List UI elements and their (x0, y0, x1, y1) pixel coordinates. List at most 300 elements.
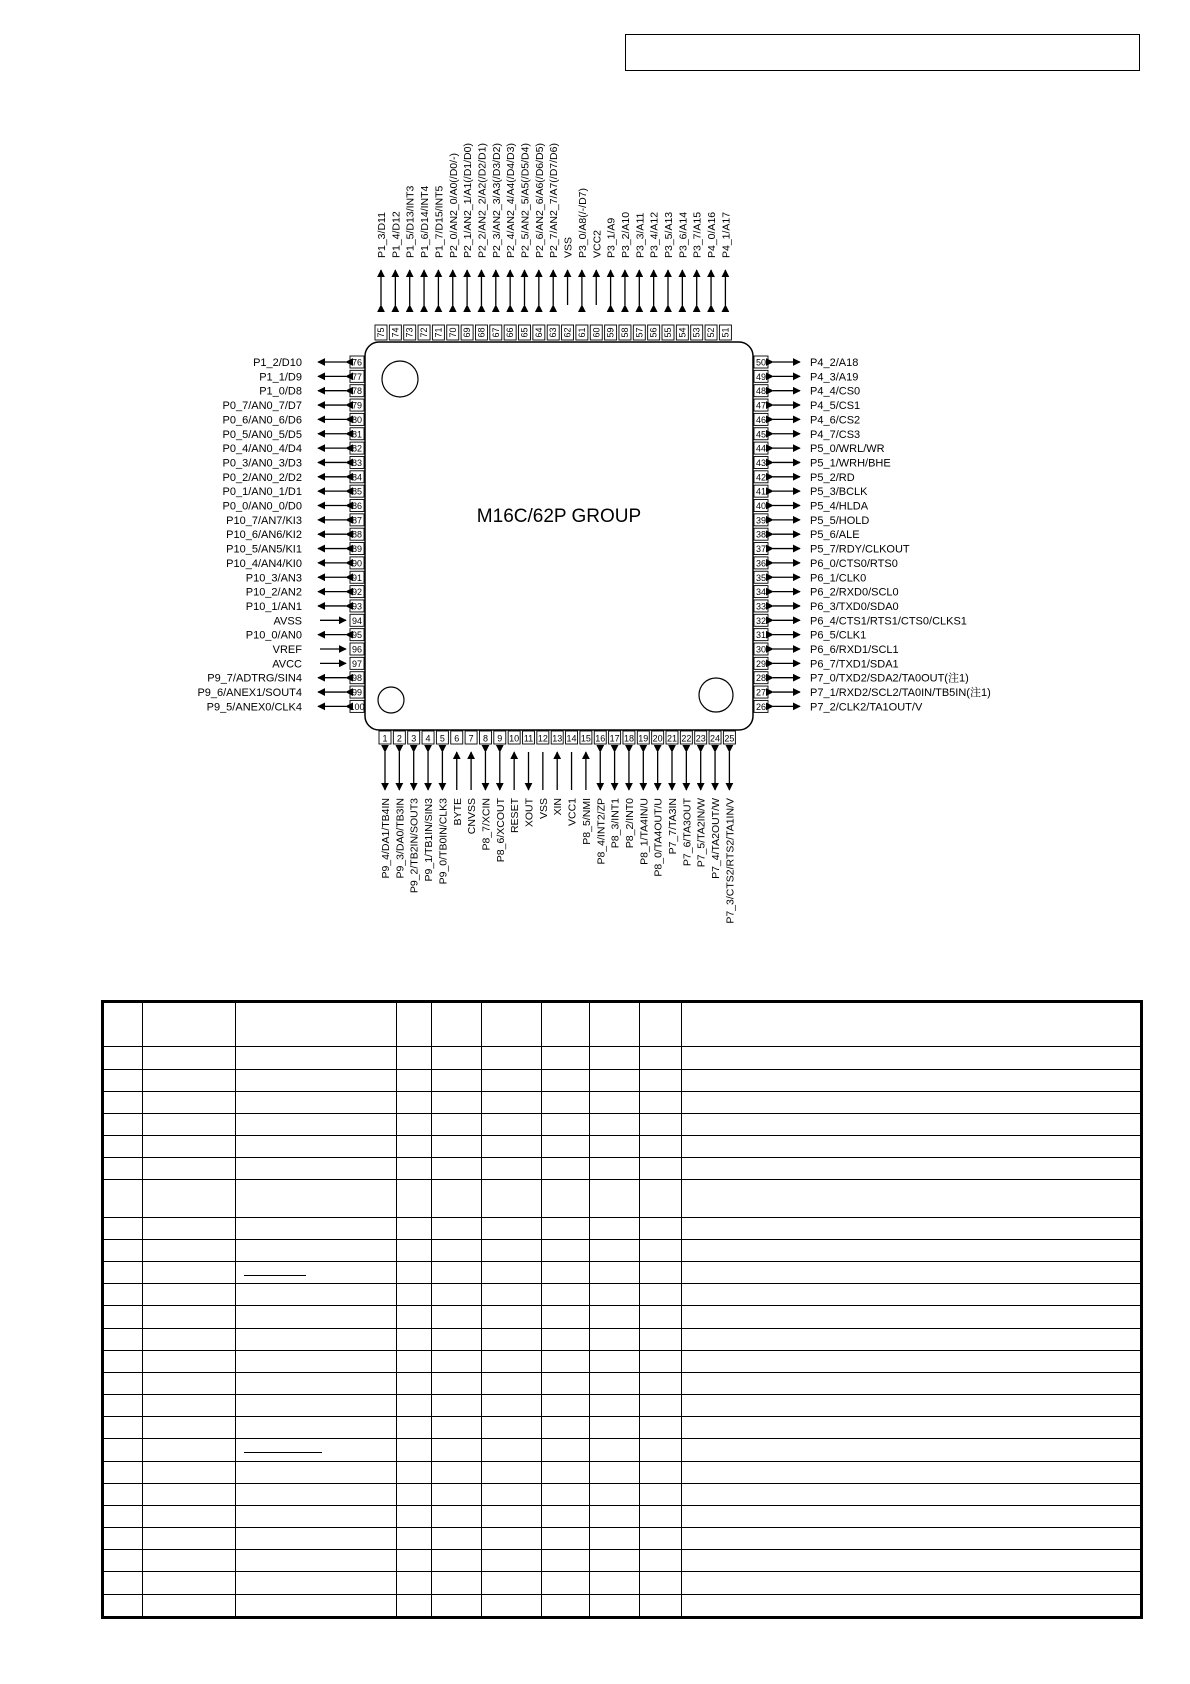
table-cell (143, 1594, 236, 1617)
pin-label: P8_0/TA4OUT/U (652, 798, 665, 877)
table-cell (482, 1372, 542, 1394)
table-cell (640, 1262, 682, 1284)
pin-label: P1_5/D13/INT3 (404, 185, 417, 258)
table-cell (103, 1306, 143, 1328)
pin-label: P5_6/ALE (810, 529, 860, 542)
pin-label: P7_4/TA2OUT/W (710, 798, 723, 879)
table-cell (482, 1417, 542, 1439)
pin-label: P2_6/AN2_6/A6(/D6/D5) (533, 143, 546, 258)
pin-label: CNVSS (466, 798, 479, 835)
table-row (103, 1262, 1142, 1284)
pin-label: P5_3/BCLK (810, 486, 868, 499)
pin-label: P7_2/CLK2/TA1OUT/V (810, 701, 923, 714)
table-cell (143, 1328, 236, 1350)
table-row (103, 1047, 1142, 1069)
pin-number: 32 (755, 615, 767, 626)
table-cell (143, 1306, 236, 1328)
table-cell (590, 1572, 640, 1594)
pin-label: P0_3/AN0_3/D3 (222, 457, 302, 470)
pin-number: 56 (648, 327, 659, 338)
table-cell (236, 1091, 397, 1113)
pin-label: P1_0/D8 (259, 385, 302, 398)
table-cell (397, 1113, 432, 1135)
table-row (103, 1505, 1142, 1527)
pin-label: VSS (562, 236, 575, 258)
table-cell (103, 1505, 143, 1527)
pin-number: 93 (351, 601, 363, 612)
table-cell (103, 1572, 143, 1594)
table-cell (590, 1505, 640, 1527)
table-cell (482, 1572, 542, 1594)
table-row (103, 1572, 1142, 1594)
table-cell (640, 1284, 682, 1306)
pin-number: 65 (519, 327, 530, 338)
table-cell (432, 1113, 482, 1135)
table-cell (236, 1239, 397, 1261)
pin-number: 16 (595, 733, 606, 744)
pin-label: P6_7/TXD1/SDA1 (810, 658, 899, 671)
pin-number: 29 (755, 658, 767, 669)
table-cell (682, 1069, 1142, 1091)
pin-label: P8_1/TA4IN/U (638, 798, 651, 865)
pin-label: P9_0/TB0IN/CLK3 (437, 798, 450, 885)
pin-label: P10_2/AN2 (245, 586, 302, 599)
table-cell (397, 1528, 432, 1550)
pin-label: P6_0/CTS0/RTS0 (810, 557, 898, 570)
pin-number: 59 (605, 327, 616, 338)
table-cell (542, 1069, 590, 1091)
table-cell (103, 1047, 143, 1069)
pin-number: 35 (755, 572, 767, 583)
pin-number: 64 (533, 327, 544, 338)
pin-label: P7_1/RXD2/SCL2/TA0IN/TB5IN(注1) (810, 687, 991, 700)
pin-number: 28 (755, 673, 767, 684)
table-cell (682, 1217, 1142, 1239)
pin-number: 5 (439, 733, 445, 744)
pin-number: 82 (351, 443, 363, 454)
table-cell (590, 1594, 640, 1617)
table-cell (397, 1180, 432, 1217)
table-cell (236, 1528, 397, 1550)
pin-label: P6_6/RXD1/SCL1 (810, 644, 899, 656)
pin-label: P1_7/D15/INT5 (433, 185, 446, 258)
table-cell (103, 1069, 143, 1091)
pin-label: P0_7/AN0_7/D7 (222, 400, 302, 413)
table-cell (482, 1158, 542, 1180)
table-cell (236, 1483, 397, 1505)
pin-number: 38 (755, 529, 767, 540)
table-cell (640, 1158, 682, 1180)
table-row (103, 1239, 1142, 1261)
table-cell (236, 1158, 397, 1180)
table-cell (482, 1284, 542, 1306)
table-cell (143, 1461, 236, 1483)
pin-label: P3_4/A12 (648, 211, 661, 258)
table-cell (590, 1217, 640, 1239)
table-cell (542, 1350, 590, 1372)
pin-number: 53 (691, 327, 702, 338)
table-cell (482, 1550, 542, 1572)
table-cell (143, 1091, 236, 1113)
table-cell (542, 1306, 590, 1328)
pin-number: 19 (638, 733, 649, 744)
pin-number: 62 (562, 327, 573, 338)
table-row (103, 1217, 1142, 1239)
pin-label: AVSS (273, 615, 302, 628)
table-cell (682, 1002, 1142, 1047)
pin-label: P3_2/A10 (619, 211, 632, 258)
table-cell (640, 1047, 682, 1069)
table-cell (397, 1439, 432, 1461)
table-cell (432, 1439, 482, 1461)
table-cell (103, 1550, 143, 1572)
table-cell (682, 1439, 1142, 1461)
table-cell (682, 1284, 1142, 1306)
table-cell (542, 1505, 590, 1527)
table-row (103, 1136, 1142, 1158)
pin-label: P4_2/A18 (810, 357, 859, 369)
pin-number: 26 (755, 701, 767, 712)
pin-number: 6 (454, 733, 460, 744)
table-cell (103, 1136, 143, 1158)
table-cell (103, 1180, 143, 1217)
table-cell (640, 1136, 682, 1158)
pin-label: P0_4/AN0_4/D4 (222, 443, 302, 456)
table-cell (590, 1069, 640, 1091)
table-cell (542, 1572, 590, 1594)
table-cell (236, 1217, 397, 1239)
table-cell (143, 1047, 236, 1069)
pin-label: P2_3/AN2_3/A3(/D3/D2) (490, 143, 503, 258)
pin-number: 79 (351, 400, 363, 411)
table-cell (432, 1091, 482, 1113)
table-cell (432, 1395, 482, 1417)
pin-number: 40 (755, 501, 767, 511)
table-cell (236, 1395, 397, 1417)
table-cell (236, 1461, 397, 1483)
overline-mark (244, 1452, 322, 1453)
table-cell (590, 1091, 640, 1113)
table-cell (103, 1328, 143, 1350)
pin-label: P7_3/CTS2/RTS2/TA1IN/V (724, 798, 737, 924)
pin-number: 95 (351, 630, 363, 641)
pin-label: P2_4/AN2_4/A4(/D4/D3) (505, 143, 518, 258)
table-cell (682, 1572, 1142, 1594)
table-cell (103, 1113, 143, 1135)
table-cell (640, 1113, 682, 1135)
table-cell (542, 1372, 590, 1394)
table-cell (397, 1550, 432, 1572)
table-cell (397, 1069, 432, 1091)
table-cell (143, 1439, 236, 1461)
pin-label: P8_5/NMI (580, 798, 593, 845)
pin-label: P5_1/WRH/BHE (810, 457, 891, 470)
table-cell (482, 1136, 542, 1158)
pin-label: P5_2/RD (810, 471, 855, 484)
table-cell (640, 1528, 682, 1550)
pin-label: P3_1/A9 (605, 217, 618, 258)
table-cell (397, 1417, 432, 1439)
table-cell (432, 1284, 482, 1306)
table-cell (432, 1417, 482, 1439)
table-cell (482, 1262, 542, 1284)
overline-mark (244, 1275, 306, 1276)
table-row (103, 1350, 1142, 1372)
table-cell (143, 1158, 236, 1180)
table-cell (143, 1528, 236, 1550)
pin-label: P10_5/AN5/KI1 (226, 543, 302, 556)
pin-label: P0_2/AN0_2/D2 (222, 471, 302, 484)
pin-label: P10_1/AN1 (245, 600, 302, 613)
pin-label: VSS (537, 798, 550, 820)
table-row (103, 1069, 1142, 1091)
pin-label: P5_7/RDY/CLKOUT (810, 543, 910, 556)
pin-label: P3_7/A15 (691, 211, 704, 258)
pin-number: 37 (755, 544, 767, 555)
table-cell (482, 1528, 542, 1550)
pin-number: 54 (677, 327, 688, 338)
pin-number: 91 (351, 572, 363, 583)
chip-label: M16C/62P GROUP (476, 506, 642, 527)
table-cell (236, 1505, 397, 1527)
table-cell (103, 1439, 143, 1461)
table-cell (542, 1158, 590, 1180)
table-cell (640, 1306, 682, 1328)
pin-label: P4_3/A19 (810, 371, 859, 384)
table-cell (236, 1262, 397, 1284)
pin-label: P8_4/INT2/ZP (595, 798, 608, 865)
table-row (103, 1594, 1142, 1617)
table-cell (590, 1372, 640, 1394)
pin-label: P9_3/DA0/TB3IN (394, 798, 407, 879)
table-cell (682, 1306, 1142, 1328)
table-cell (590, 1113, 640, 1135)
pin-number: 84 (351, 472, 363, 483)
pin-label: P7_7/TA3IN (667, 798, 679, 855)
pin-label: P4_0/A16 (706, 211, 719, 258)
pin-number: 71 (433, 327, 444, 338)
table-cell (542, 1594, 590, 1617)
table-cell (682, 1047, 1142, 1069)
pin-label: P3_3/A11 (634, 212, 647, 258)
pin-number: 96 (351, 644, 363, 655)
pin-number: 97 (351, 658, 363, 669)
table-cell (143, 1550, 236, 1572)
table-cell (590, 1180, 640, 1217)
chip-body (365, 342, 753, 730)
table-cell (397, 1306, 432, 1328)
table-cell (236, 1306, 397, 1328)
table-cell (640, 1002, 682, 1047)
pin-number: 88 (351, 529, 363, 540)
table-cell (397, 1372, 432, 1394)
pin-label: XOUT (523, 798, 536, 828)
table-row (103, 1328, 1142, 1350)
pin-label: P2_1/AN2_1/A1(/D1/D0) (462, 143, 475, 258)
pin-number: 4 (425, 733, 431, 744)
pin-number: 48 (755, 386, 767, 397)
table-cell (542, 1262, 590, 1284)
table-cell (590, 1528, 640, 1550)
table-cell (143, 1505, 236, 1527)
table-cell (482, 1395, 542, 1417)
table-cell (432, 1328, 482, 1350)
pin-number: 3 (411, 733, 417, 744)
table-cell (682, 1528, 1142, 1550)
pin-number: 24 (710, 733, 721, 744)
table-cell (397, 1461, 432, 1483)
table-cell (640, 1439, 682, 1461)
table-cell (432, 1136, 482, 1158)
pin-number: 57 (634, 327, 645, 338)
table-cell (397, 1505, 432, 1527)
table-cell (236, 1284, 397, 1306)
pin-number: 27 (755, 687, 767, 698)
table-cell (103, 1395, 143, 1417)
pin-label: P4_1/A17 (720, 211, 733, 258)
pin-number: 63 (548, 327, 559, 338)
table-cell (590, 1439, 640, 1461)
table-cell (542, 1091, 590, 1113)
pin-number: 86 (351, 501, 363, 511)
table-cell (682, 1594, 1142, 1617)
pin-label: P1_2/D10 (253, 357, 302, 369)
pin-label: P0_0/AN0_0/D0 (222, 500, 302, 513)
table-cell (682, 1158, 1142, 1180)
table-cell (590, 1483, 640, 1505)
table-cell (143, 1284, 236, 1306)
table-cell (482, 1069, 542, 1091)
table-cell (542, 1002, 590, 1047)
table-row (103, 1372, 1142, 1394)
pin-label: P9_7/ADTRG/SIN4 (207, 672, 302, 685)
pin-number: 49 (755, 371, 767, 382)
table-cell (482, 1594, 542, 1617)
pin-number: 30 (755, 644, 767, 655)
table-cell (236, 1439, 397, 1461)
table-cell (397, 1047, 432, 1069)
table-row (103, 1417, 1142, 1439)
table-cell (482, 1002, 542, 1047)
table-cell (682, 1417, 1142, 1439)
table-cell (432, 1158, 482, 1180)
pin-label: P7_0/TXD2/SDA2/TA0OUT(注1) (810, 672, 969, 685)
pin-label: P7_5/TA2IN/W (695, 798, 708, 868)
pin-label: P2_7/AN2_7/A7(/D7/D6) (548, 143, 561, 258)
table-cell (640, 1180, 682, 1217)
table-cell (432, 1262, 482, 1284)
table-cell (236, 1350, 397, 1372)
pin-label: P9_5/ANEX0/CLK4 (206, 701, 302, 714)
table-cell (143, 1217, 236, 1239)
pin-number: 85 (351, 486, 363, 497)
pin-label: VCC1 (566, 798, 579, 827)
table-cell (590, 1395, 640, 1417)
table-cell (590, 1002, 640, 1047)
table-cell (682, 1550, 1142, 1572)
table-cell (640, 1483, 682, 1505)
table-cell (236, 1047, 397, 1069)
table-cell (432, 1239, 482, 1261)
table-cell (236, 1180, 397, 1217)
table-cell (590, 1461, 640, 1483)
table-cell (143, 1069, 236, 1091)
table-row (103, 1091, 1142, 1113)
table-cell (236, 1594, 397, 1617)
table-cell (542, 1180, 590, 1217)
table-cell (640, 1505, 682, 1527)
table-cell (542, 1417, 590, 1439)
pin-label: P0_6/AN0_6/D6 (222, 414, 302, 427)
pin-label: P9_6/ANEX1/SOUT4 (197, 687, 302, 700)
pin-number: 67 (490, 327, 501, 338)
table-cell (397, 1262, 432, 1284)
table-cell (682, 1483, 1142, 1505)
table-row (103, 1550, 1142, 1572)
table-cell (143, 1262, 236, 1284)
pin-label: P8_7/XCIN (480, 798, 493, 851)
pin-number: 89 (351, 544, 363, 555)
pin-number: 87 (351, 515, 363, 526)
pin-number: 83 (351, 457, 363, 468)
table-cell (482, 1239, 542, 1261)
pin-label: P8_3/INT1 (609, 798, 622, 849)
table-cell (143, 1483, 236, 1505)
table-cell (482, 1217, 542, 1239)
pin-label: P4_5/CS1 (810, 400, 861, 413)
table-cell (640, 1350, 682, 1372)
pin-number: 100 (349, 701, 365, 712)
pin-number: 39 (755, 515, 767, 526)
pin-number: 74 (390, 327, 401, 338)
table-cell (590, 1328, 640, 1350)
pin-number: 1 (382, 733, 388, 744)
pin-number: 69 (462, 327, 473, 338)
table-cell (590, 1417, 640, 1439)
table-row (103, 1439, 1142, 1461)
table-cell (432, 1528, 482, 1550)
pin-number: 21 (666, 733, 678, 744)
table-cell (143, 1395, 236, 1417)
table-cell (590, 1550, 640, 1572)
pin-number: 81 (351, 429, 363, 440)
table-cell (397, 1136, 432, 1158)
table-cell (432, 1461, 482, 1483)
table-cell (103, 1483, 143, 1505)
pin-label: P9_1/TB1IN/SIN3 (423, 798, 436, 882)
table-cell (143, 1136, 236, 1158)
table-cell (682, 1350, 1142, 1372)
table-cell (432, 1047, 482, 1069)
table-cell (143, 1002, 236, 1047)
table-cell (143, 1572, 236, 1594)
pin-number: 44 (755, 443, 767, 454)
table-cell (542, 1528, 590, 1550)
pin-number: 36 (755, 558, 767, 569)
table-cell (236, 1417, 397, 1439)
pin-number: 98 (351, 673, 363, 684)
pin1-marker-circle (382, 361, 418, 397)
table-cell (640, 1091, 682, 1113)
pin-label: AVCC (272, 658, 302, 671)
table-cell (482, 1505, 542, 1527)
table-cell (143, 1239, 236, 1261)
table-cell (103, 1594, 143, 1617)
pin-number: 77 (351, 371, 363, 382)
table-cell (103, 1528, 143, 1550)
table-cell (432, 1180, 482, 1217)
pin-label: P4_4/CS0 (810, 385, 861, 398)
